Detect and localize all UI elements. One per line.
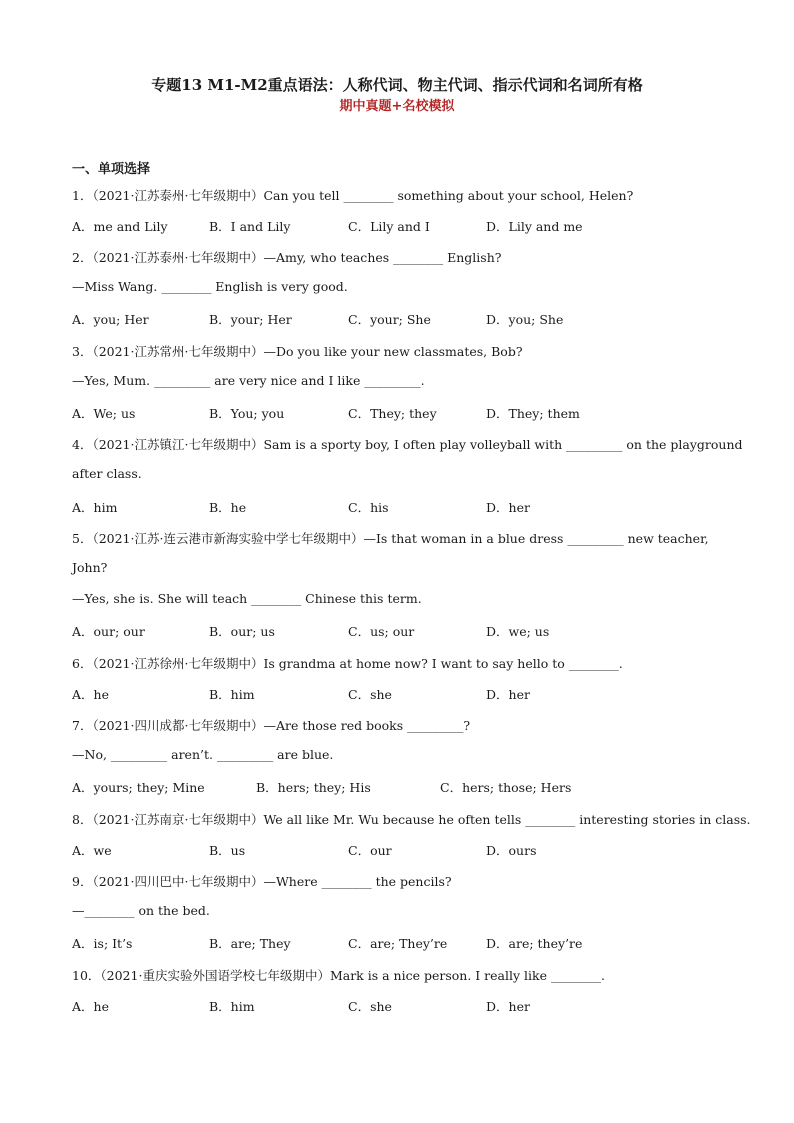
answer-option[interactable]: A．we — [72, 843, 112, 858]
question-stem: 8．（2021·江苏南京·七年级期中）We all like Mr. Wu because he often tells ________ interesting stories in class. — [72, 812, 751, 827]
answer-options — [72, 404, 732, 422]
answer-option[interactable]: B．are; They — [209, 936, 291, 951]
answer-option[interactable]: A．me and Lily — [72, 219, 168, 234]
question-line: —Yes, Mum. _________ are very nice and I like _________. — [72, 373, 425, 388]
answer-option[interactable]: B．You; you — [209, 406, 285, 421]
question-line: John? — [72, 560, 108, 575]
answer-options — [72, 217, 732, 235]
answer-option[interactable]: B．your; Her — [209, 312, 292, 327]
question-line: —Miss Wang. ________ English is very good. — [72, 279, 348, 294]
answer-option[interactable]: D．are; they’re — [486, 936, 583, 951]
answer-option[interactable]: A．our; our — [72, 624, 145, 639]
answer-option[interactable]: D．you; She — [486, 312, 564, 327]
answer-option[interactable]: A．yours; they; Mine — [72, 780, 205, 795]
question-stem: 6．（2021·江苏徐州·七年级期中）Is grandma at home now? I want to say hello to ________. — [72, 656, 623, 671]
answer-option[interactable]: A．We; us — [72, 406, 136, 421]
question-line: —Yes, she is. She will teach ________ Chinese this term. — [72, 591, 422, 606]
answer-options — [72, 685, 732, 703]
answer-option[interactable]: C．your; She — [348, 312, 431, 327]
answer-option[interactable]: B．him — [209, 687, 255, 702]
page-subtitle: 期中真题+名校模拟 — [339, 99, 455, 114]
answer-option[interactable]: A．he — [72, 999, 109, 1014]
question-stem: 2．（2021·江苏泰州·七年级期中）—Amy, who teaches ________ English? — [72, 250, 502, 265]
answer-option[interactable]: C．us; our — [348, 624, 415, 639]
answer-option[interactable]: C．are; They’re — [348, 936, 448, 951]
question-stem: 3．（2021·江苏常州·七年级期中）—Do you like your new classmates, Bob? — [72, 344, 523, 359]
question-line: after class. — [72, 466, 142, 481]
answer-options — [72, 622, 732, 640]
answer-option[interactable]: D．her — [486, 999, 530, 1014]
answer-option[interactable]: A．you; Her — [72, 312, 149, 327]
question-line: —No, _________ aren’t. _________ are blue. — [72, 747, 334, 762]
answer-option[interactable]: B．I and Lily — [209, 219, 291, 234]
question-stem: 5．（2021·江苏·连云港市新海实验中学七年级期中）—Is that woman in a blue dress _________ new teacher, — [72, 531, 709, 546]
answer-options — [72, 498, 732, 516]
answer-option[interactable]: D．her — [486, 500, 530, 515]
answer-options — [72, 310, 732, 328]
answer-option[interactable]: C．They; they — [348, 406, 437, 421]
answer-option[interactable]: B．hers; they; His — [256, 780, 371, 795]
answer-option[interactable]: C．hers; those; Hers — [440, 780, 572, 795]
answer-option[interactable]: B．he — [209, 500, 247, 515]
answer-option[interactable]: D．we; us — [486, 624, 550, 639]
answer-option[interactable]: A．him — [72, 500, 118, 515]
question-line: —________ on the bed. — [72, 903, 210, 918]
answer-option[interactable]: C．his — [348, 500, 389, 515]
answer-option[interactable]: B．us — [209, 843, 246, 858]
answer-option[interactable]: D．ours — [486, 843, 537, 858]
page-title: 专题13 M1-M2重点语法：人称代词、物主代词、指示代词和名词所有格 — [151, 76, 643, 94]
answer-option[interactable]: A．he — [72, 687, 109, 702]
answer-option[interactable]: A．is; It’s — [72, 936, 133, 951]
answer-option[interactable]: B．him — [209, 999, 255, 1014]
answer-option[interactable]: D．They; them — [486, 406, 580, 421]
question-stem: 10．（2021·重庆实验外国语学校七年级期中）Mark is a nice person. I really like ________. — [72, 968, 605, 983]
answer-option[interactable]: C．she — [348, 687, 392, 702]
question-stem: 1．（2021·江苏泰州·七年级期中）Can you tell ________ something about your school, Helen? — [72, 188, 634, 203]
question-stem: 9．（2021·四川巴中·七年级期中）—Where ________ the pencils? — [72, 874, 452, 889]
answer-options — [72, 778, 732, 796]
section-heading: 一、单项选择 — [72, 162, 151, 177]
answer-option[interactable]: D．Lily and me — [486, 219, 583, 234]
answer-option[interactable]: C．our — [348, 843, 392, 858]
answer-option[interactable]: C．she — [348, 999, 392, 1014]
answer-option[interactable]: B．our; us — [209, 624, 275, 639]
answer-options — [72, 997, 732, 1015]
answer-option[interactable]: C．Lily and I — [348, 219, 430, 234]
answer-option[interactable]: D．her — [486, 687, 530, 702]
question-stem: 4．（2021·江苏镇江·七年级期中）Sam is a sporty boy, I often play volleyball with _________ on the playground — [72, 437, 743, 452]
answer-options — [72, 841, 732, 859]
question-stem: 7．（2021·四川成都·七年级期中）—Are those red books _________? — [72, 718, 471, 733]
answer-options — [72, 934, 732, 952]
